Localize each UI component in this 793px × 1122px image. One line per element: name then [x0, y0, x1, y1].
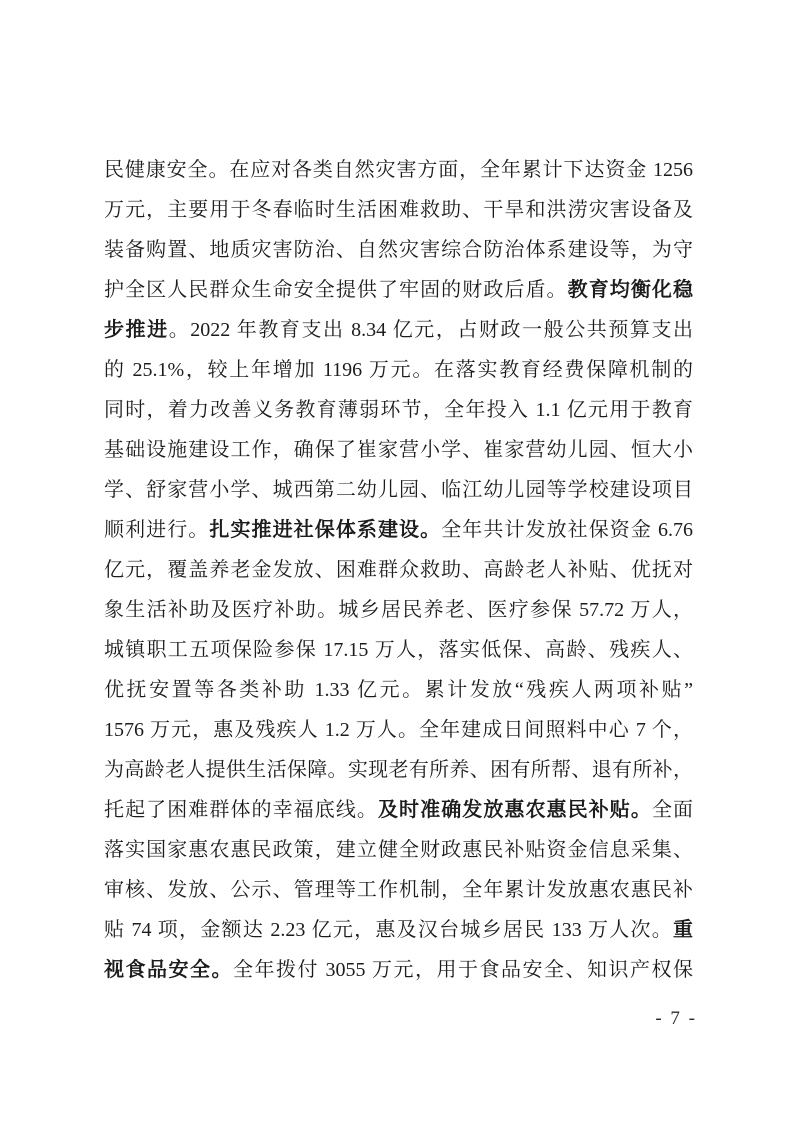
emphasis-text: 步推进 [104, 319, 169, 341]
body-text-segment: 象生活补助及医疗补助。城乡居民养老、医疗参保 57.72 万人， [104, 599, 693, 621]
text-line [104, 150, 693, 190]
body-text-segment: 基础设施建设工作，确保了崔家营小学、崔家营幼儿园、恒大小 [104, 439, 693, 461]
body-text-segment: 亿元，覆盖养老金发放、困难群众救助、高龄老人补贴、优抚对 [104, 559, 693, 581]
text-line [104, 310, 693, 350]
emphasis-text: 及时准确发放惠农惠民补贴。 [377, 799, 652, 821]
text-line [104, 510, 693, 550]
body-text-segment: 的 25.1%，较上年增加 1196 万元。在落实教育经费保障机制的 [104, 359, 693, 381]
text-line [104, 590, 693, 630]
body-text-segment: 全年共计发放社保资金 6.76 [441, 519, 693, 541]
emphasis-text: 教育均衡化稳 [567, 279, 693, 301]
body-text-segment: 托起了困难群体的幸福底线。 [104, 799, 378, 821]
text-line [104, 470, 693, 510]
text-line [104, 910, 693, 950]
body-text-segment: 学、舒家营小学、城西第二幼儿园、临江幼儿园等学校建设项目 [104, 479, 693, 501]
body-text-segment: 装备购置、地质灾害防治、自然灾害综合防治体系建设等，为守 [104, 239, 693, 261]
text-line [104, 430, 693, 470]
text-line [104, 830, 693, 870]
body-text-segment: 。2022 年教育支出 8.34 亿元，占财政一般公共预算支出 [168, 319, 693, 341]
body-text-segment: 为高龄老人提供生活保障。实现老有所养、困有所帮、退有所补， [104, 759, 693, 781]
body-text-segment: 同时，着力改善义务教育薄弱环节，全年投入 1.1 亿元用于教育 [104, 399, 693, 421]
body-text-segment: 1576 万元，惠及残疾人 1.2 万人。全年建成日间照料中心 7 个， [104, 719, 693, 741]
body-text-segment: 全年拨付 3055 万元，用于食品安全、知识产权保 [233, 959, 693, 981]
body-text-block [104, 150, 693, 990]
text-line [104, 550, 693, 590]
text-line [104, 670, 693, 710]
body-text-segment: 落实国家惠农惠民政策，建立健全财政惠民补贴资金信息采集、 [104, 839, 693, 861]
text-line [104, 390, 693, 430]
body-text-segment: 民健康安全。在应对各类自然灾害方面，全年累计下达资金 1256 [104, 159, 693, 181]
text-line [104, 870, 693, 910]
body-text-segment: 万元，主要用于冬春临时生活困难救助、干旱和洪涝灾害设备及 [104, 199, 693, 221]
body-text-segment: 顺利进行。 [104, 519, 210, 541]
text-line [104, 710, 693, 750]
body-text-segment: 贴 74 项，金额达 2.23 亿元，惠及汉台城乡居民 133 万人次。 [104, 919, 673, 941]
body-text-segment: 城镇职工五项保险参保 17.15 万人，落实低保、高龄、残疾人、 [104, 639, 693, 661]
body-text-segment: 优抚安置等各类补助 1.33 亿元。累计发放“残疾人两项补贴” [104, 679, 693, 701]
text-line [104, 350, 693, 390]
text-line [104, 190, 693, 230]
text-line [104, 270, 693, 310]
body-text-segment: 审核、发放、公示、管理等工作机制，全年累计发放惠农惠民补 [104, 879, 693, 901]
text-line [104, 750, 693, 790]
text-line [104, 230, 693, 270]
body-text-segment: 护全区人民群众生命安全提供了牢固的财政后盾。 [104, 279, 568, 301]
emphasis-text: 扎实推进社保体系建设。 [209, 519, 442, 541]
text-line [104, 950, 693, 990]
emphasis-text: 重 [673, 919, 693, 941]
emphasis-text: 视食品安全。 [104, 959, 233, 981]
page-number: - 7 - [655, 1008, 697, 1029]
text-line [104, 630, 693, 670]
text-line [104, 790, 693, 830]
body-text-segment: 全面 [651, 799, 693, 821]
